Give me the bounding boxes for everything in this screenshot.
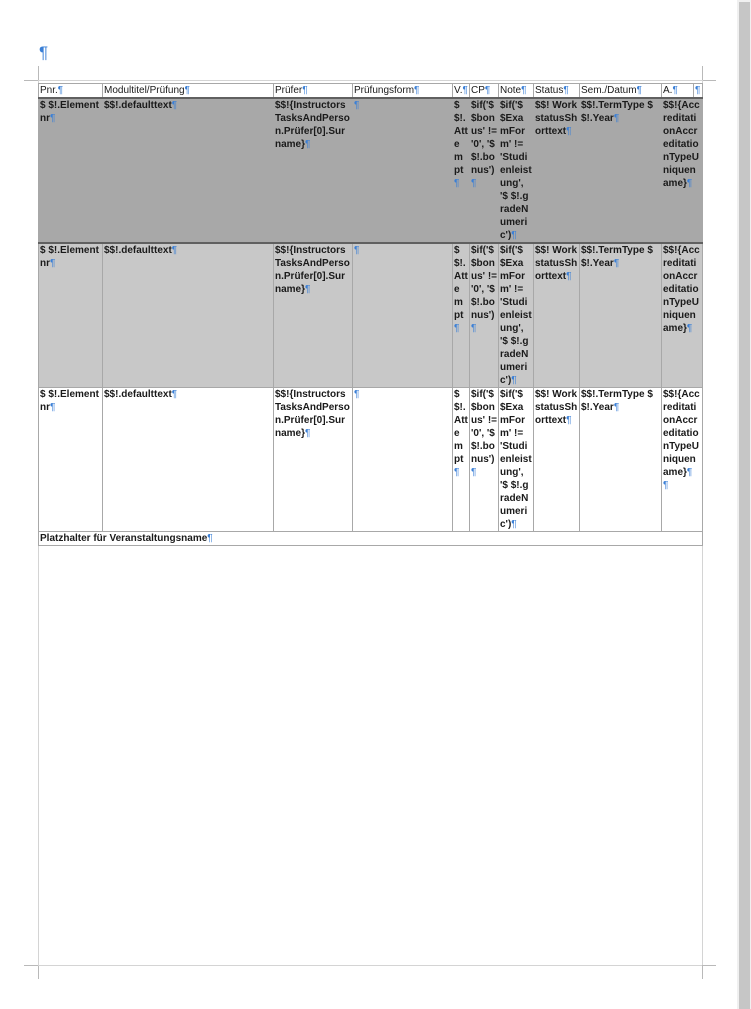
header-status[interactable]: Status¶ <box>534 84 580 99</box>
cell-v[interactable]: $ $!.Attempt¶ <box>453 243 470 388</box>
crop-mark-bottom-left-h <box>24 965 38 966</box>
cell-status[interactable]: $$! WorkstatusShorttext¶ <box>534 98 580 243</box>
header-note[interactable]: Note¶ <box>499 84 534 99</box>
cell-pruefer[interactable]: $$!{InstructorsTasksAndPerson.Prüfer[0].Surname}¶ <box>274 98 353 243</box>
cell-sem-datum[interactable]: $$!.TermType $ $!.Year¶ <box>580 243 662 388</box>
cell-note[interactable]: $if('$ $ExamForm' != 'Studienleistung', '$ $!.gradeNumeric')¶ <box>500 100 532 241</box>
header-cp[interactable]: CP¶ <box>470 84 499 99</box>
header-pruefungsform[interactable]: Prüfungsform¶ <box>353 84 453 99</box>
cell-cp[interactable]: $if('$ $bonus' != '0', '$ $!.bonus')¶ <box>470 243 499 388</box>
header-pruefer[interactable]: Prüfer¶ <box>274 84 353 99</box>
cell-note[interactable]: $if('$ $ExamForm' != 'Studienleistung', '$ $!.gradeNumeric')¶ <box>500 389 532 530</box>
cell-a[interactable]: $$!{AccreditationAccreditationTypeUniquename}¶ <box>662 243 703 388</box>
header-sem-datum[interactable]: Sem./Datum¶ <box>580 84 662 99</box>
header-a[interactable]: A.¶ <box>662 84 694 99</box>
table-header-row <box>39 84 703 99</box>
cell-a[interactable]: $$!{AccreditationAccreditationTypeUniquename}¶ ¶ <box>662 388 703 532</box>
cell-modultitel[interactable]: $$!.defaulttext¶ <box>103 388 274 532</box>
cell-status[interactable]: $$! WorkstatusShorttext¶ <box>534 243 580 388</box>
cell-pruefer[interactable]: $$!{InstructorsTasksAndPerson.Prüfer[0].Surname}¶ <box>274 388 353 532</box>
margin-line-bottom <box>38 965 702 966</box>
cell-pruefungsform[interactable]: ¶ <box>353 243 453 388</box>
table-row <box>39 98 703 243</box>
crop-mark-top-right-v <box>702 66 703 80</box>
crop-mark-top-left-h <box>24 80 38 81</box>
scrollbar-thumb[interactable] <box>739 2 750 1009</box>
table-footer-row <box>39 532 703 546</box>
header-v[interactable]: V.¶ <box>454 85 468 96</box>
cell-pruefer[interactable]: $$!{InstructorsTasksAndPerson.Prüfer[0].Surname}¶ <box>274 243 353 388</box>
margin-line-top <box>38 80 702 81</box>
table-row <box>39 243 703 388</box>
crop-mark-bottom-left-v <box>38 965 39 979</box>
cell-v[interactable]: $ $!.Attempt¶ <box>453 388 470 532</box>
header-extra[interactable]: ¶ <box>694 84 703 99</box>
cell-status[interactable]: $$! WorkstatusShorttext¶ <box>534 388 580 532</box>
paragraph-mark[interactable]: ¶ <box>39 43 49 62</box>
table-row <box>39 388 703 532</box>
cell-pruefungsform[interactable]: ¶ <box>353 388 453 532</box>
cell-pnr[interactable]: $ $!.Elementnr¶ <box>39 98 103 243</box>
crop-mark-bottom-right-h <box>702 965 716 966</box>
header-modultitel[interactable]: Modultitel/Prüfung¶ <box>103 84 274 99</box>
cell-cp[interactable]: $if('$ $bonus' != '0', '$ $!.bonus')¶ <box>470 98 499 243</box>
cell-pruefungsform[interactable]: ¶ <box>353 98 453 243</box>
grade-table[interactable] <box>38 83 703 546</box>
crop-mark-top-left-v <box>38 66 39 80</box>
cell-a[interactable]: $$!{AccreditationAccreditationTypeUniquename}¶ <box>662 98 703 243</box>
cell-modultitel[interactable]: $$!.defaulttext¶ <box>103 243 274 388</box>
cell-sem-datum[interactable]: $$!.TermType $ $!.Year¶ <box>580 388 662 532</box>
cell-pnr[interactable]: $ $!.Elementnr¶ <box>39 243 103 388</box>
crop-mark-top-right-h <box>702 80 716 81</box>
cell-pnr[interactable]: $ $!.Elementnr¶ <box>39 388 103 532</box>
cell-v[interactable]: $ $!.Attempt¶ <box>453 98 470 243</box>
cell-sem-datum[interactable]: $$!.TermType $ $!.Year¶ <box>580 98 662 243</box>
cell-cp[interactable]: $if('$ $bonus' != '0', '$ $!.bonus')¶ <box>470 388 499 532</box>
header-pnr[interactable]: Pnr.¶ <box>39 84 103 99</box>
cell-note[interactable]: $if('$ $ExamForm' != 'Studienleistung', '$ $!.gradeNumeric')¶ <box>500 245 532 386</box>
cell-modultitel[interactable]: $$!.defaulttext¶ <box>103 98 274 243</box>
crop-mark-bottom-right-v <box>702 965 703 979</box>
footer-placeholder[interactable]: Platzhalter für Veranstaltungsname¶ <box>39 532 703 546</box>
